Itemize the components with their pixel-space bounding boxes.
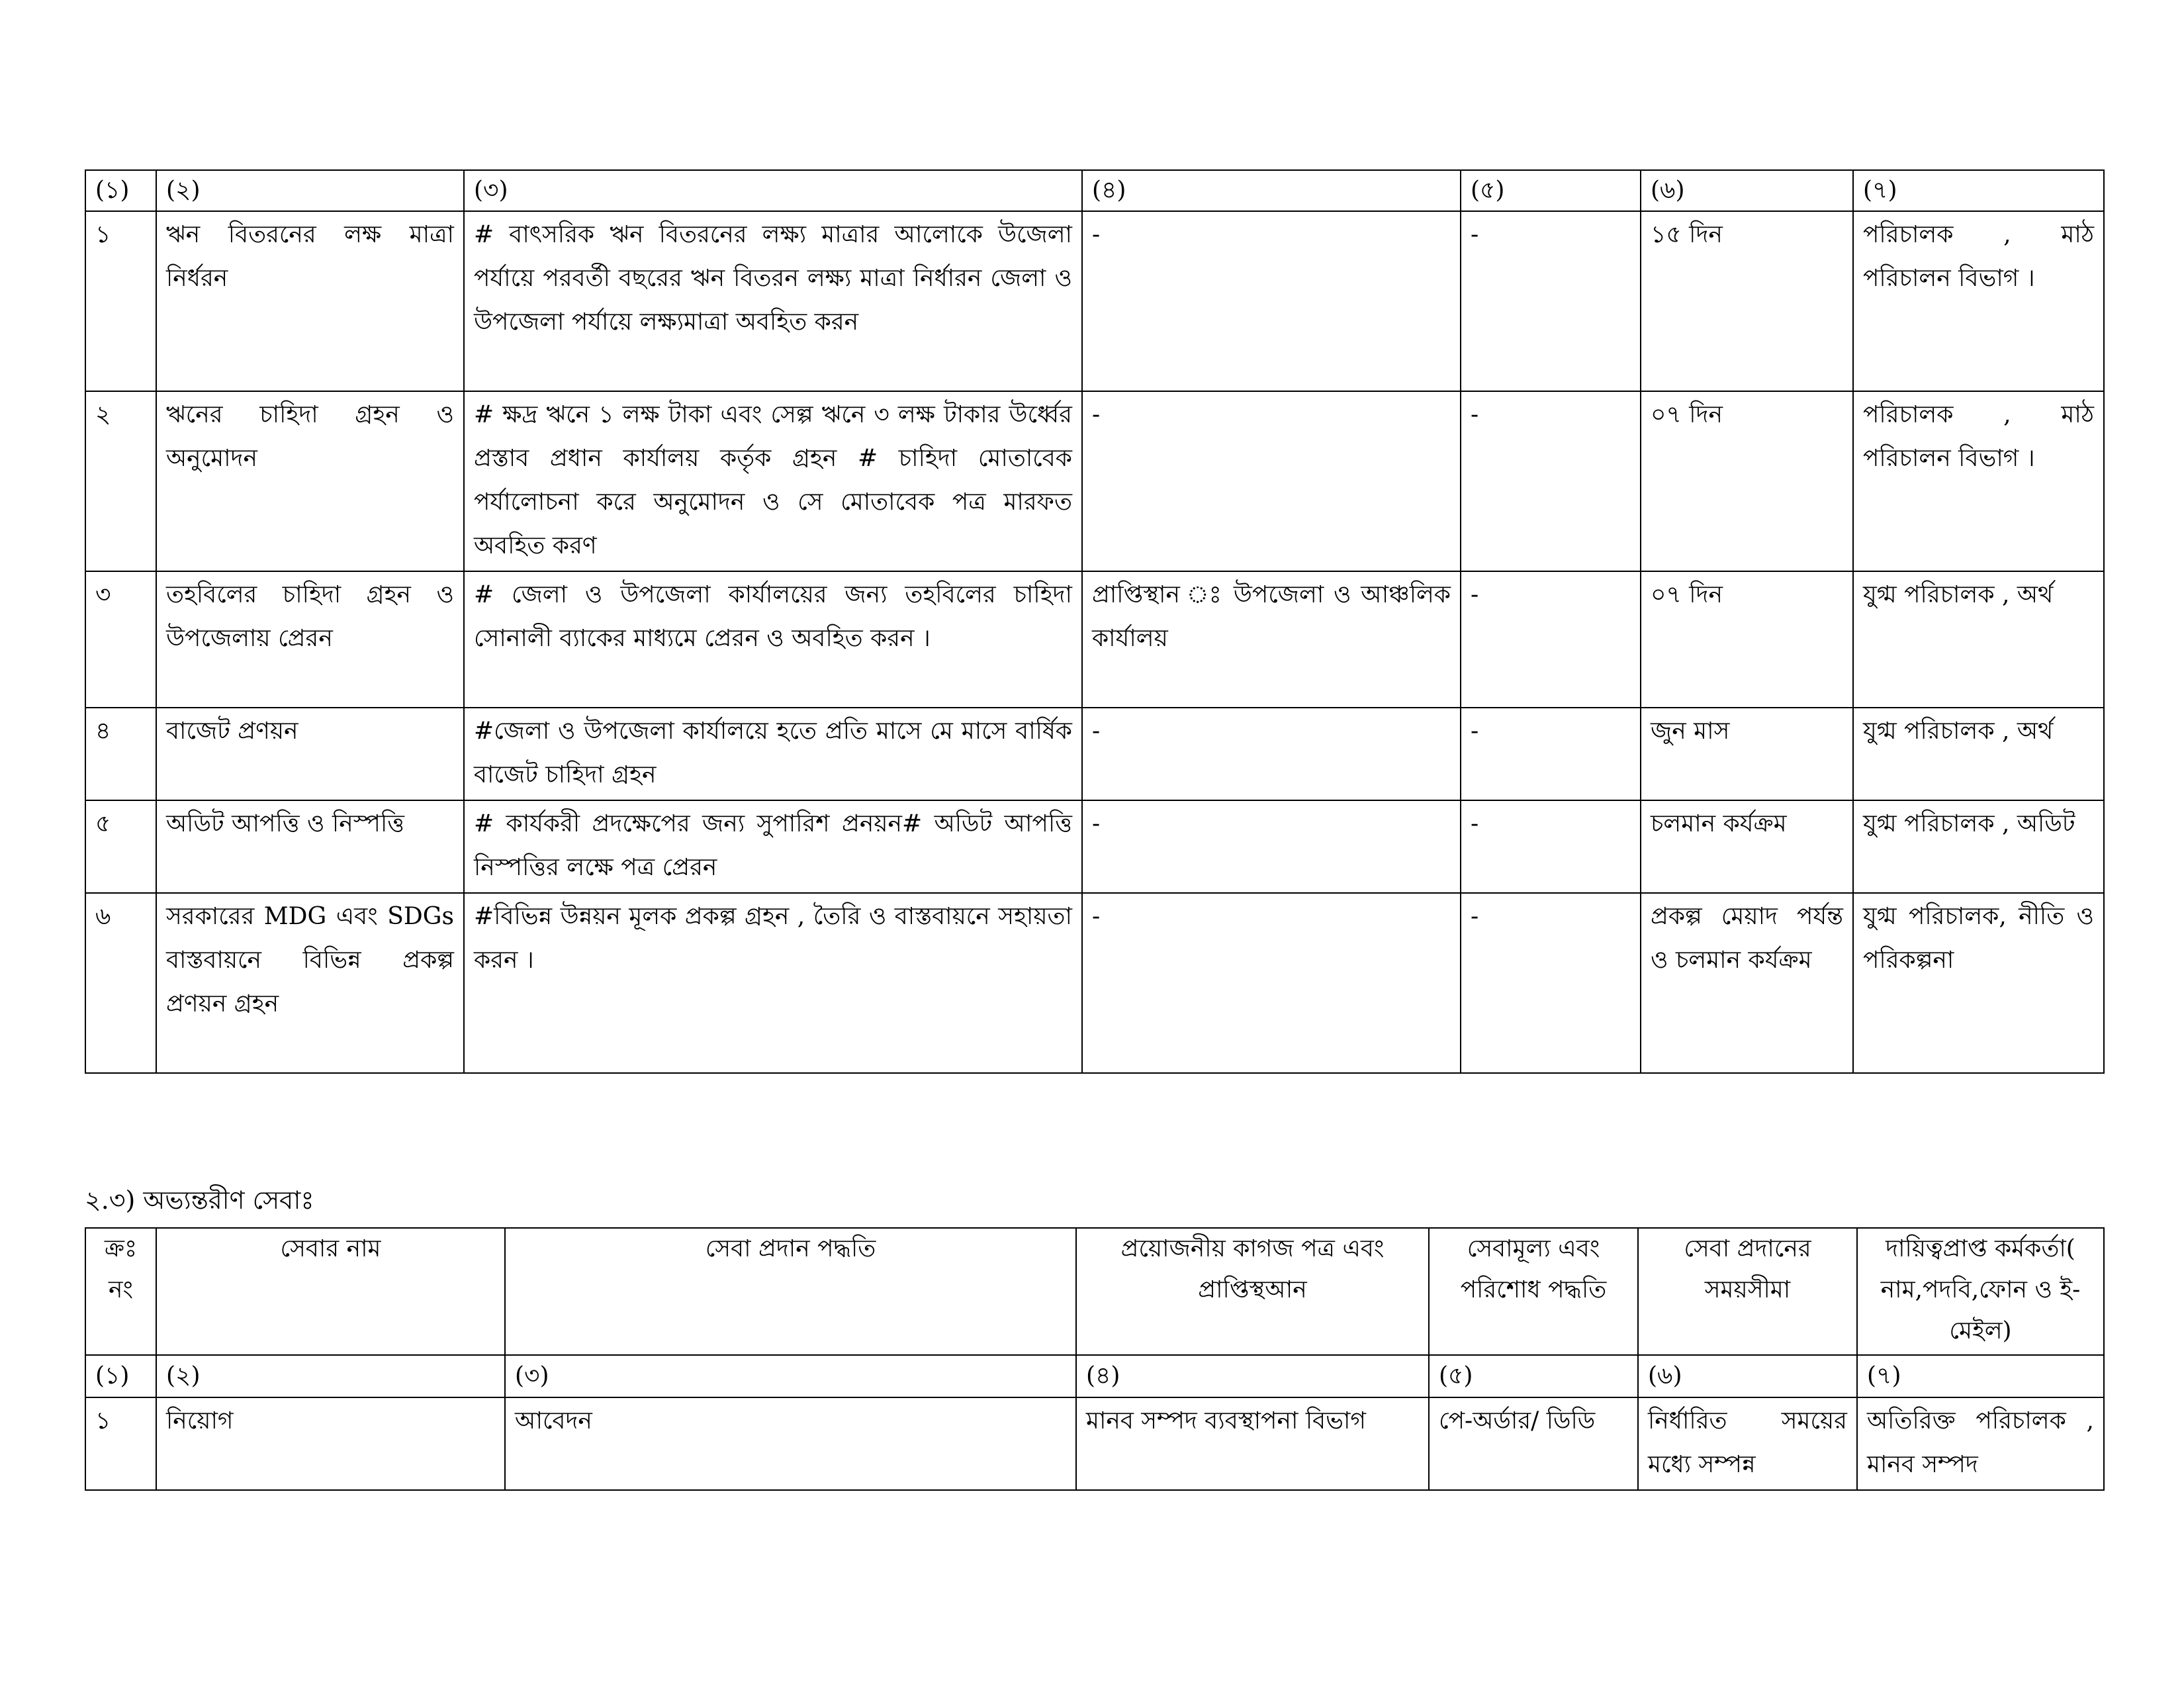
service-name-cell: অডিট আপত্তি ও নিস্পত্তি xyxy=(156,800,464,893)
table-row xyxy=(85,893,2104,1073)
serial-header: ক্রঃ নং xyxy=(85,1228,156,1355)
time-limit-cell: ০৭ দিন xyxy=(1641,391,1853,571)
responsible-officer-cell: যুগ্ম পরিচালক , অর্থ xyxy=(1853,571,2104,708)
fee-payment-cell: - xyxy=(1461,893,1641,1073)
table-row xyxy=(85,391,2104,571)
fee-payment-cell: - xyxy=(1461,391,1641,571)
serial-cell: ৫ xyxy=(85,800,156,893)
documents-source-cell: - xyxy=(1082,893,1461,1073)
responsible-officer-cell: পরিচালক , মাঠ পরিচালন বিভাগ । xyxy=(1853,391,2104,571)
documents-source-cell: - xyxy=(1082,211,1461,391)
time-limit-cell: ১৫ দিন xyxy=(1641,211,1853,391)
column-number-1: (১) xyxy=(85,1355,156,1397)
table-header-row xyxy=(85,170,2104,211)
time-limit-cell: ০৭ দিন xyxy=(1641,571,1853,708)
service-name-cell: ঋন বিতরনের লক্ষ মাত্রা নির্ধরন xyxy=(156,211,464,391)
section-heading: ২.৩) অভ্যন্তরীণ সেবাঃ xyxy=(85,1186,314,1215)
responsible-officer-cell: যুগ্ম পরিচালক , অডিট xyxy=(1853,800,2104,893)
column-number-2: (২) xyxy=(156,170,464,211)
table-row xyxy=(85,708,2104,800)
serial-cell: ২ xyxy=(85,391,156,571)
column-number-3: (৩) xyxy=(505,1355,1076,1397)
column-number-4: (৪) xyxy=(1082,170,1461,211)
table-header-row xyxy=(85,1228,2104,1355)
documents-source-cell: প্রাপ্তিস্থান ঃ উপজেলা ও আঞ্চলিক কার্যালয় xyxy=(1082,571,1461,708)
column-number-7: (৭) xyxy=(1853,170,2104,211)
column-number-4: (৪) xyxy=(1076,1355,1429,1397)
fee-payment-cell: - xyxy=(1461,800,1641,893)
time-limit-header: সেবা প্রদানের সময়সীমা xyxy=(1638,1228,1857,1355)
responsible-officer-header: দায়িত্বপ্রাপ্ত কর্মকর্তা( নাম,পদবি,ফোন ও ই-মেইল) xyxy=(1857,1228,2104,1355)
responsible-officer-cell: অতিরিক্ত পরিচালক , মানব সম্পদ xyxy=(1857,1397,2104,1490)
service-name-cell: সরকারের MDG এবং SDGs বাস্তবায়নে বিভিন্ন প্রকল্প প্রণয়ন গ্রহন xyxy=(156,893,464,1073)
service-name-cell: ঋনের চাহিদা গ্রহন ও অনুমোদন xyxy=(156,391,464,571)
service-method-header: সেবা প্রদান পদ্ধতি xyxy=(505,1228,1076,1355)
documents-source-cell: - xyxy=(1082,391,1461,571)
column-number-3: (৩) xyxy=(464,170,1082,211)
service-table-continued xyxy=(85,169,2105,1074)
service-name-cell: বাজেট প্রণয়ন xyxy=(156,708,464,800)
fee-payment-cell: পে-অর্ডার/ ডিডি xyxy=(1429,1397,1638,1490)
fee-payment-cell: - xyxy=(1461,571,1641,708)
serial-cell: ১ xyxy=(85,1397,156,1490)
table-row xyxy=(85,211,2104,391)
table-row xyxy=(85,571,2104,708)
service-method-cell: # জেলা ও উপজেলা কার্যালয়ের জন্য তহবিলের চাহিদা সোনালী ব্যাকের মাধ্যমে প্রেরন ও অবহিত করন । xyxy=(464,571,1082,708)
documents-source-header: প্রয়োজনীয় কাগজ পত্র এবং প্রাপ্তিস্থআন xyxy=(1076,1228,1429,1355)
table-row xyxy=(85,800,2104,893)
time-limit-cell: প্রকল্প মেয়াদ পর্যন্ত ও চলমান কর্যক্রম xyxy=(1641,893,1853,1073)
responsible-officer-cell: যুগ্ম পরিচালক , অর্থ xyxy=(1853,708,2104,800)
column-number-row xyxy=(85,1355,2104,1397)
column-number-5: (৫) xyxy=(1461,170,1641,211)
column-number-6: (৬) xyxy=(1641,170,1853,211)
service-method-cell: আবেদন xyxy=(505,1397,1076,1490)
column-number-2: (২) xyxy=(156,1355,505,1397)
responsible-officer-cell: যুগ্ম পরিচালক, নীতি ও পরিকল্পনা xyxy=(1853,893,2104,1073)
column-number-6: (৬) xyxy=(1638,1355,1857,1397)
serial-cell: ১ xyxy=(85,211,156,391)
time-limit-cell: চলমান কর্যক্রম xyxy=(1641,800,1853,893)
time-limit-cell: জুন মাস xyxy=(1641,708,1853,800)
service-name-cell: নিয়োগ xyxy=(156,1397,505,1490)
serial-cell: ৬ xyxy=(85,893,156,1073)
service-method-cell: # বাৎসরিক ঋন বিতরনের লক্ষ্য মাত্রার আলোকে উজেলা পর্যায়ে পরবর্তী বছরের ঋন বিতরন লক্ষ্য মাত্রা নির্ধারন জেলা ও উপজেলা পর্যায়ে লক্ষ্যমাত্রা অবহিত করন xyxy=(464,211,1082,391)
documents-source-cell: - xyxy=(1082,800,1461,893)
time-limit-cell: নির্ধারিত সময়ের মধ্যে সম্পন্ন xyxy=(1638,1397,1857,1490)
fee-payment-header: সেবামূল্য এবং পরিশোধ পদ্ধতি xyxy=(1429,1228,1638,1355)
fee-payment-cell: - xyxy=(1461,211,1641,391)
responsible-officer-cell: পরিচালক , মাঠ পরিচালন বিভাগ । xyxy=(1853,211,2104,391)
service-method-cell: #বিভিন্ন উন্নয়ন মূলক প্রকল্প গ্রহন , তৈরি ও বাস্তবায়নে সহায়তা করন । xyxy=(464,893,1082,1073)
documents-source-cell: মানব সম্পদ ব্যবস্থাপনা বিভাগ xyxy=(1076,1397,1429,1490)
column-number-7: (৭) xyxy=(1857,1355,2104,1397)
service-name-cell: তহবিলের চাহিদা গ্রহন ও উপজেলায় প্রেরন xyxy=(156,571,464,708)
service-method-cell: # ক্ষদ্র ঋনে ১ লক্ষ টাকা এবং সেল্প ঋনে ৩ লক্ষ টাকার উর্ধ্বের প্রস্তাব প্রধান কার্যালয় কর্তৃক গ্রহন # চাহিদা মোতাবেক পর্যালোচনা করে অনুমোদন ও সে মোতাবেক পত্র মারফত অবহিত করণ xyxy=(464,391,1082,571)
serial-cell: ৪ xyxy=(85,708,156,800)
service-name-header: সেবার নাম xyxy=(156,1228,505,1355)
column-number-5: (৫) xyxy=(1429,1355,1638,1397)
table-row xyxy=(85,1397,2104,1490)
column-number-1: (১) xyxy=(85,170,156,211)
serial-cell: ৩ xyxy=(85,571,156,708)
fee-payment-cell: - xyxy=(1461,708,1641,800)
service-method-cell: #জেলা ও উপজেলা কার্যালয়ে হতে প্রতি মাসে মে মাসে বার্ষিক বাজেট চাহিদা গ্রহন xyxy=(464,708,1082,800)
documents-source-cell: - xyxy=(1082,708,1461,800)
service-method-cell: # কার্যকরী প্রদক্ষেপের জন্য সুপারিশ প্রনয়ন# অডিট আপত্তি নিস্পত্তির লক্ষে পত্র প্রেরন xyxy=(464,800,1082,893)
internal-services-table xyxy=(85,1227,2105,1491)
